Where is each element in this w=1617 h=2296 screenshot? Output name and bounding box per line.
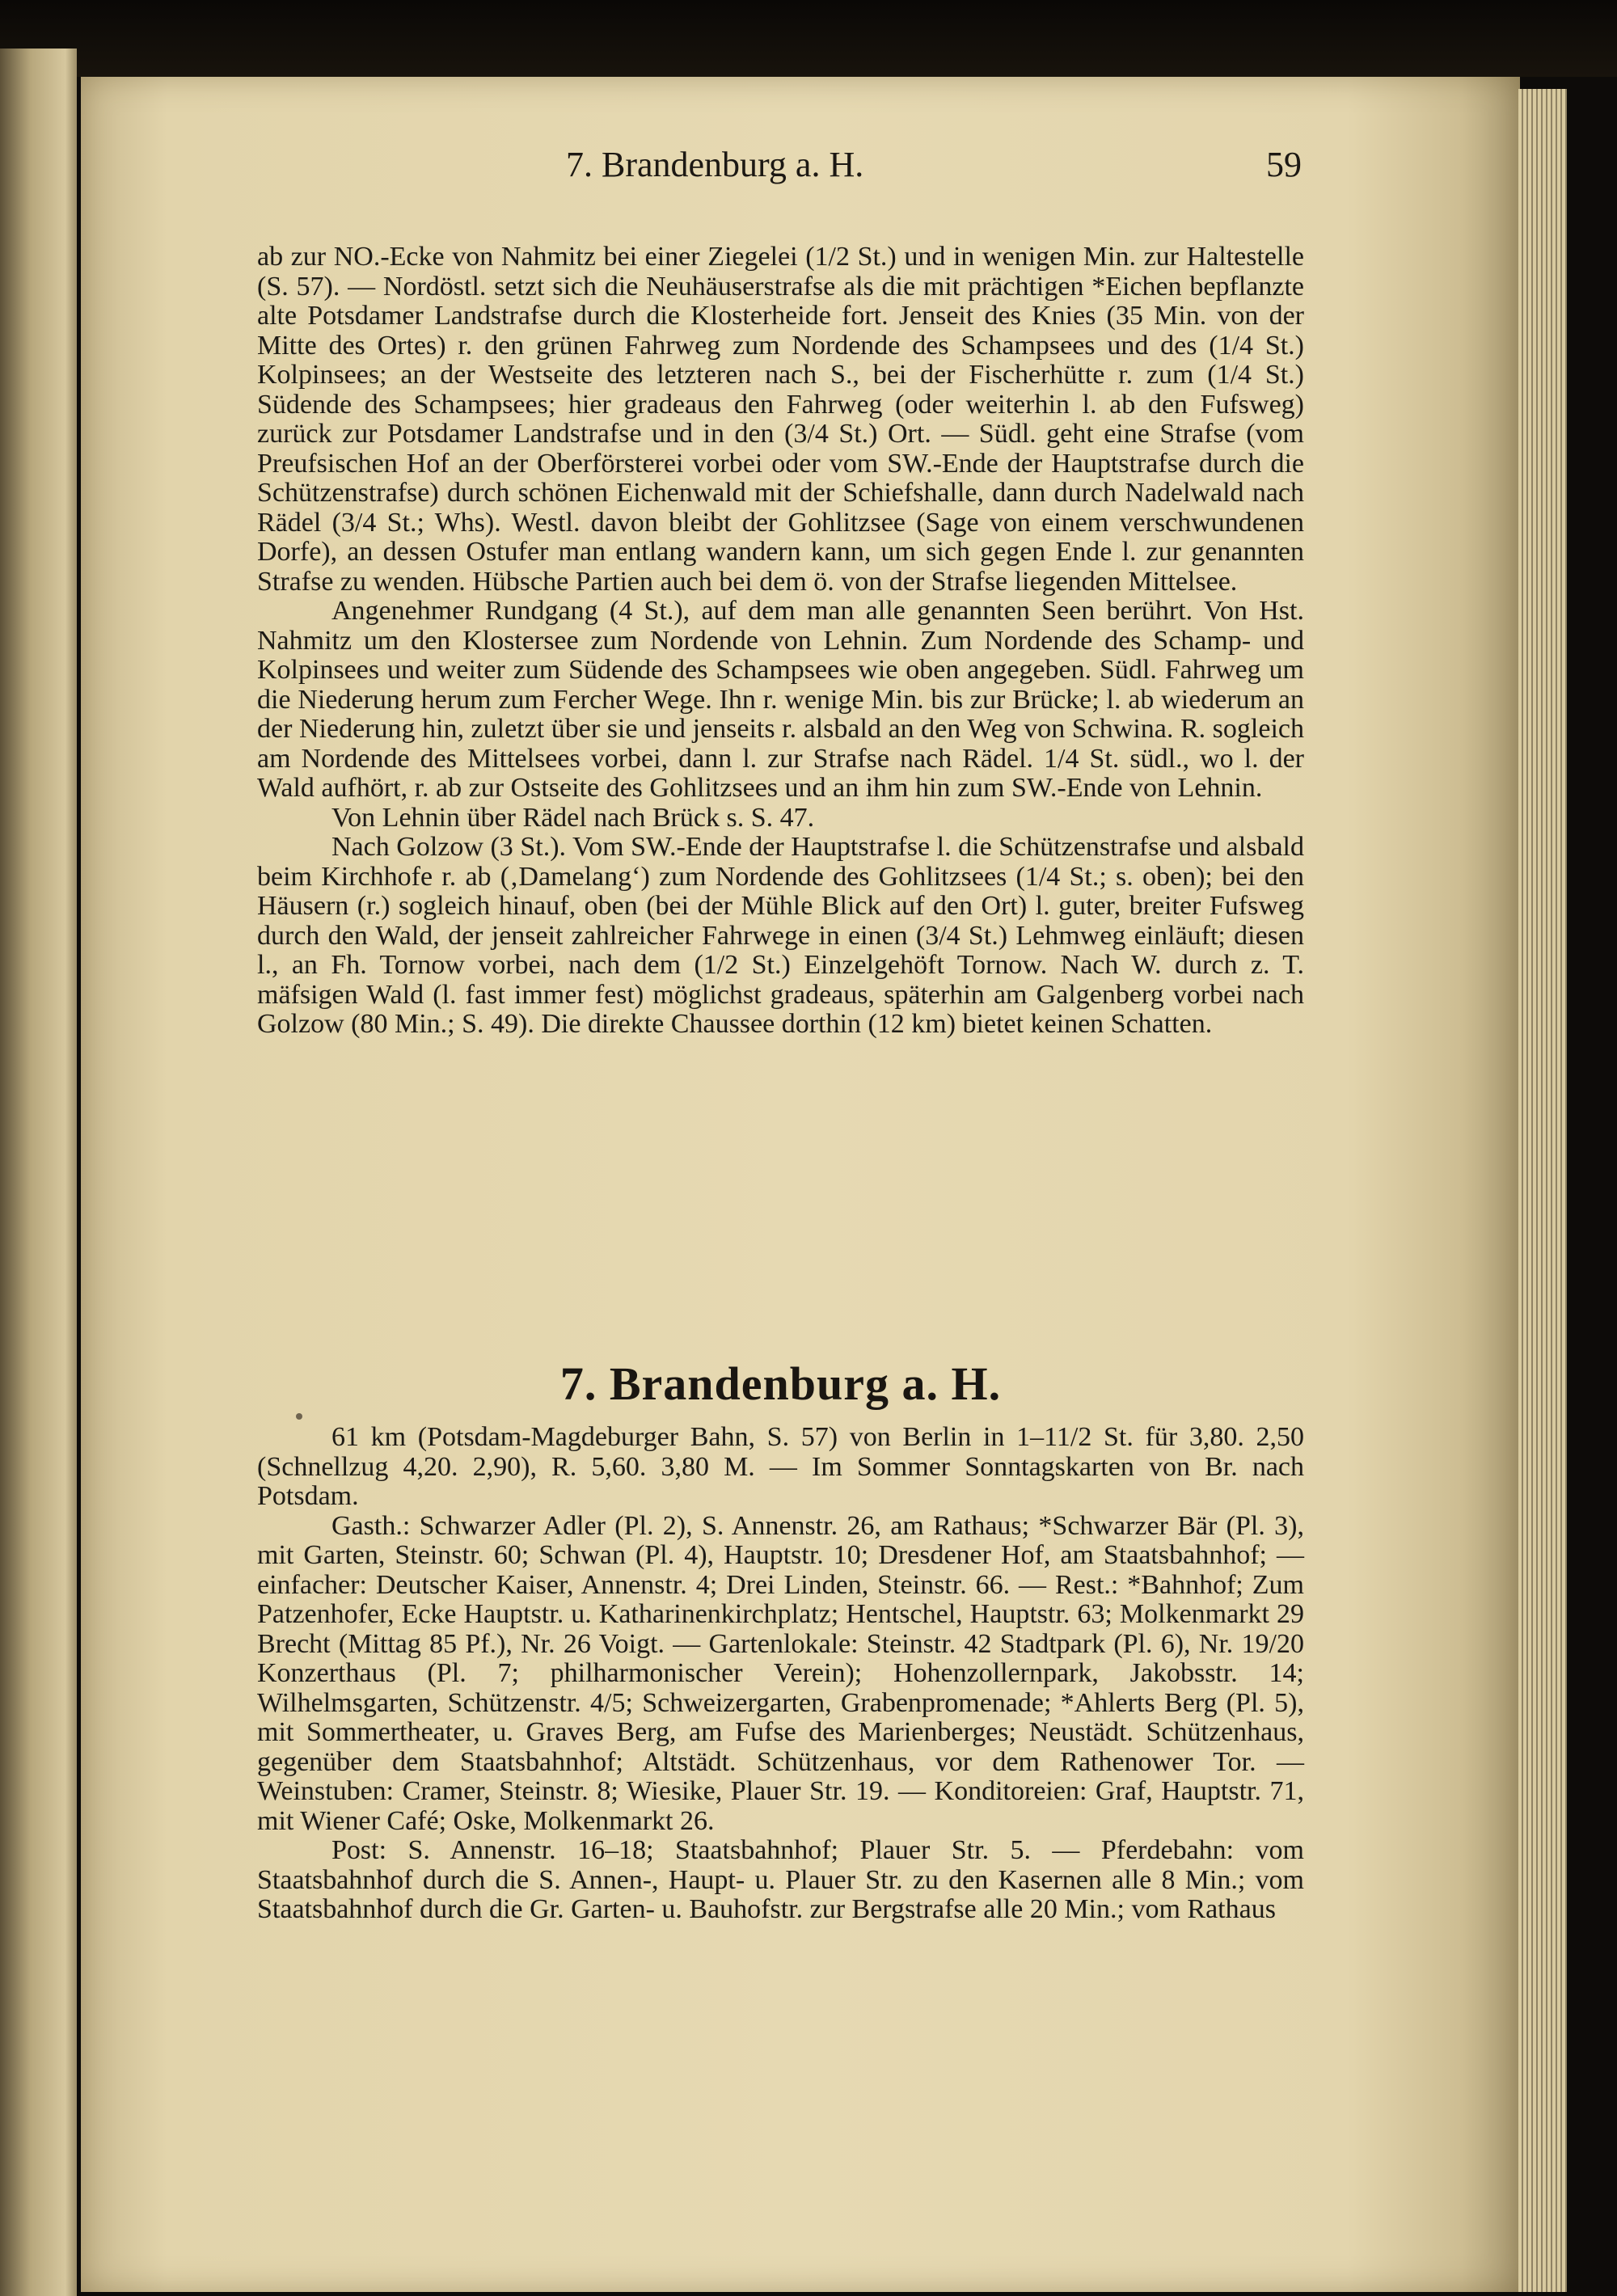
- left-page-edge: [0, 49, 77, 2296]
- paragraph: 61 km (Potsdam-Magdeburger Bahn, S. 57) von Berlin in 1–11/2 St. für 3,80. 2,50 (Schnellzug 4,20. 2,90), R. 5,60. 3,80 M. — Im Sommer Sonntagskarten von Br. nach Potsdam.: [257, 1422, 1304, 1511]
- ink-mark: [296, 1413, 302, 1420]
- running-header: [178, 144, 1302, 200]
- section-heading: 7. Brandenburg a. H.: [559, 1357, 1002, 1410]
- paragraph: ab zur NO.-Ecke von Nahmitz bei einer Ziegelei (1/2 St.) und in wenigen Min. zur Haltestelle (S. 57). — Nordöstl. setzt sich die Neuhäuserstrafse als die mit prächtigen *Eichen bepflanzte alte Potsdamer Landstrafse durch die Klosterheide fort. Jenseit des Knies (35 Min. von der Mitte des Ortes) r. den grünen Fahrweg zum Nordende des Schampsees und des (1/4 St.) Kolpinsees; an der Westseite des letzteren nach S., bei der Fischerhütte r. zum (1/4 St.) Südende des Schampsees; hier gradeaus den Fahrweg (oder weiterhin l. ab den Fufsweg) zurück zur Potsdamer Landstrafse und in den (3/4 St.) Ort. — Südl. geht eine Strafse (vom Preufsischen Hof an der Oberförsterei vorbei oder vom SW.-Ende der Hauptstrafse durch die Schützenstrafse) durch schönen Eichenwald mit der Schiefshalle, dann durch Nadelwald nach Rädel (3/4 St.; Whs). Westl. davon bleibt der Gohlitzsee (Sage von einem verschwundenen Dorfe), an dessen Ostufer man entlang wandern kann, um sich gegen Ende l. zur genannten Strafse zu wenden. Hübsche Partien auch bei dem ö. von der Strafse liegenden Mittelsee.: [257, 242, 1304, 597]
- paragraph: Post: S. Annenstr. 16–18; Staatsbahnhof; Plauer Str. 5. — Pferdebahn: vom Staatsbahnhof durch die S. Annen-, Haupt- u. Plauer Str. zu den Kasernen alle 8 Min.; vom Staatsbahnhof durch die Gr. Garten- u. Bauhofstr. zur Bergstrafse alle 20 Min.; vom Rathaus: [257, 1835, 1304, 1924]
- paragraph: Angenehmer Rundgang (4 St.), auf dem man alle genannten Seen berührt. Von Hst. Nahmitz um den Klostersee zum Nordende von Lehnin. Zum Nordende des Schamp- und Kolpinsees und weiter zum Südende des Schampsees wie oben angegeben. Südl. Fahrweg um die Niederung herum zum Fercher Wege. Ihn r. wenige Min. bis zur Brücke; l. ab wiederum an der Niederung hin, zuletzt über sie und jenseits r. alsbald an den Weg von Schwina. R. sogleich am Nordende des Mittelsees vorbei, dann l. zur Strafse nach Rädel. 1/4 St. südl., wo l. der Wald aufhört, r. ab zur Ostseite des Gohlitzsees und an ihm hin zum SW.-Ende von Lehnin.: [257, 596, 1304, 803]
- paragraph: Von Lehnin über Rädel nach Brück s. S. 47.: [331, 802, 815, 833]
- running-header-title: 7. Brandenburg a. H.: [566, 145, 864, 184]
- page-edge-stack: [1518, 89, 1567, 2292]
- scan-background-top: [0, 0, 1617, 77]
- paragraph: Nach Golzow (3 St.). Vom SW.-Ende der Hauptstrafse l. die Schützenstrafse und alsbald beim Kirchhofe r. ab (‚Damelang‘) zum Nordende des Gohlitzsees (1/4 St.; s. oben); bei den Häusern (r.) sogleich hinauf, oben (bei der Mühle Blick auf den Ort) l. guter, breiter Fufsweg durch den Wald, der jenseit zahlreicher Fahrwege in einen (3/4 St.) Lehmweg einläuft; diesen l., an Fh. Tornow vorbei, nach dem (1/2 St.) Einzelgehöft Tornow. Nach W. durch z. T. mäfsigen Wald (l. fast immer fest) möglichst gradeaus, späterhin am Galgenberg vorbei nach Golzow (80 Min.; S. 49). Die direkte Chaussee dorthin (12 km) bietet keinen Schatten.: [257, 832, 1304, 1039]
- text-block-lower: [257, 1423, 1304, 1925]
- text-block-upper: [257, 243, 1304, 1040]
- page-number: 59: [1266, 145, 1302, 184]
- paragraph: Gasth.: Schwarzer Adler (Pl. 2), S. Annenstr. 26, am Rathaus; *Schwarzer Bär (Pl. 3), mit Garten, Steinstr. 60; Schwan (Pl. 4), Hauptstr. 10; Dresdener Hof, am Staatsbahnhof; — einfacher: Deutscher Kaiser, Annenstr. 4; Drei Linden, Steinstr. 66. — Rest.: *Bahnhof; Zum Patzenhofer, Ecke Hauptstr. u. Katharinenkirchplatz; Hentschel, Hauptstr. 63; Molkenmarkt 29 Brecht (Mittag 85 Pf.), Nr. 26 Voigt. — Gartenlokale: Steinstr. 42 Stadtpark (Pl. 6), Nr. 19/20 Konzerthaus (Pl. 7; philharmonischer Verein); Hohenzollernpark, Jakobsstr. 14; Wilhelmsgarten, Schützenstr. 4/5; Schweizergarten, Grabenpromenade; *Ahlerts Berg (Pl. 5), mit Sommertheater, u. Graves Berg, am Fufse des Marienberges; Neustädt. Schützenhaus, gegenüber dem Staatsbahnhof; Altstädt. Schützenhaus, vor dem Rathenower Tor. — Weinstuben: Cramer, Steinstr. 8; Wiesike, Plauer Str. 19. — Konditoreien: Graf, Hauptstr. 71, mit Wiener Café; Oske, Molkenmarkt 26.: [257, 1510, 1304, 1836]
